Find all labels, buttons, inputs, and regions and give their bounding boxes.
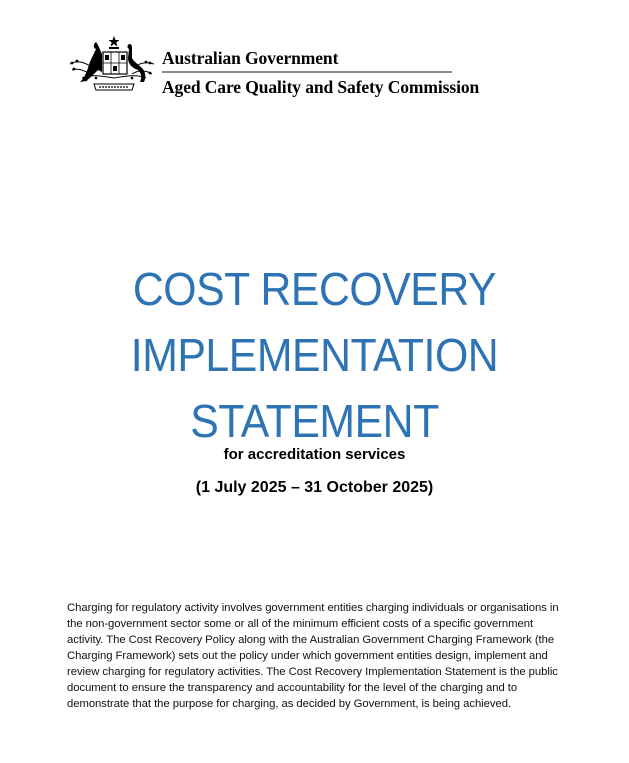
title-line-2: IMPLEMENTATION	[130, 329, 499, 381]
intro-paragraph: Charging for regulatory activity involves government entities charging individuals or organisations in the non-government sector some or all of the minimum efficient costs of a specific government activity. The Cost Recovery Policy along with the Australian Government Charging Framework (the Charging Framework) sets out the policy under which government entities design, implement and review charging for regulatory activities. The Cost Recovery Implementation Statement is the public document to ensure the transparency and accountability for the level of the charging and to demonstrate that the purpose for charging, as decided by Government, is being achieved.	[67, 602, 559, 710]
document-subtitle: for accreditation services	[223, 446, 406, 463]
document-title	[0, 256, 629, 454]
title-line-3: STATEMENT	[190, 395, 439, 447]
header-divider	[162, 71, 452, 73]
commonwealth-coat-of-arms-icon	[66, 34, 156, 100]
date-range: (1 July 2025 – 31 October 2025)	[195, 479, 434, 496]
document-header	[66, 34, 480, 104]
agency-name: Aged Care Quality and Safety Commission	[162, 77, 480, 97]
government-branding	[162, 48, 480, 97]
government-name: Australian Government	[162, 48, 339, 68]
title-line-1: COST RECOVERY	[132, 263, 497, 315]
